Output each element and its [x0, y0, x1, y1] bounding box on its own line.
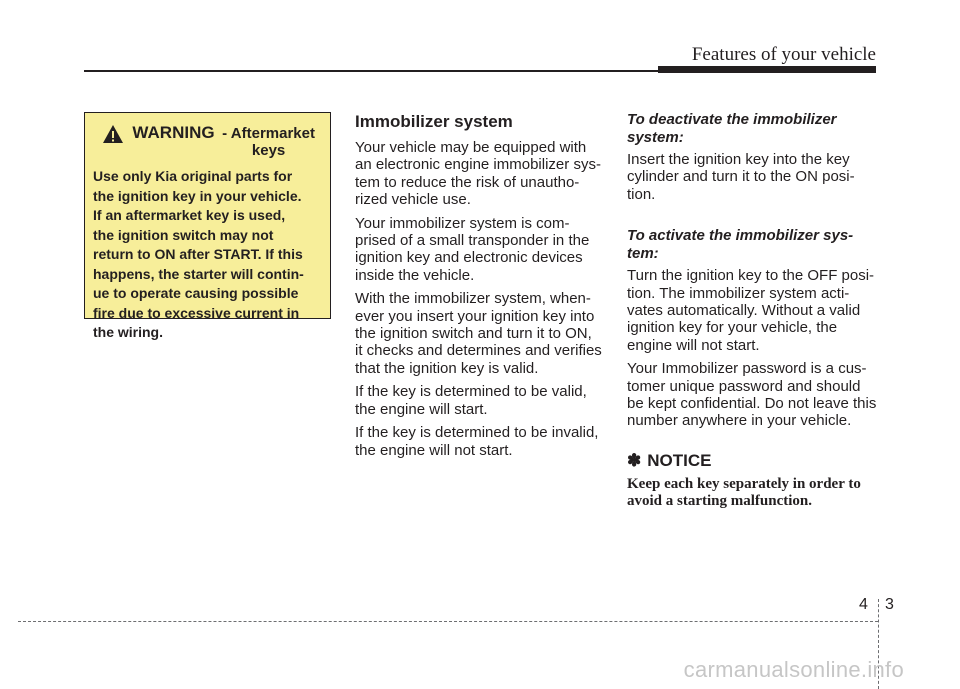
warning-text: Use only Kia original parts for the ignition key in your vehicle. If an aftermarket key is used, the ignition switch may not return to ON after START. If this happens, the starter will contin- ue to operate causing possible fire due to excessive current in the wiring.	[93, 168, 304, 340]
immobilizer-section	[355, 111, 605, 465]
notice-mark-icon: ✽	[627, 450, 642, 470]
section-heading: Immobilizer system	[355, 112, 513, 131]
warning-title-suffix: - Aftermarket keys	[222, 125, 315, 159]
paragraph: Your immobilizer system is com- prised of a small transponder in the ignition key and electronic devices inside the vehicle.	[355, 214, 590, 284]
paragraph: Your Immobilizer password is a cus- tomer unique password and should be kept confidential. Do not leave this number anywhere in your vehicle.	[627, 360, 877, 430]
watermark: carmanualsonline.info	[683, 657, 904, 682]
warning-triangle-icon	[102, 124, 124, 144]
activate-heading: To activate the immobilizer sys- tem:	[627, 227, 854, 262]
footer-rule	[18, 621, 878, 622]
warning-word: WARNING	[132, 123, 215, 142]
notice-title: NOTICE	[647, 450, 712, 470]
paragraph: If the key is determined to be invalid, the engine will not start.	[355, 424, 599, 459]
paragraph: Your vehicle may be equipped with an electronic engine immobilizer sys- tem to reduce the risk of unautho- rized vehicle use.	[355, 139, 601, 209]
running-header: Features of your vehicle	[691, 44, 876, 65]
paragraph: With the immobilizer system, when- ever you insert your ignition key into the ignition switch and turn it to ON, it checks and determines and verifies that the ignition key is valid.	[355, 290, 602, 377]
page-number: 3	[885, 596, 894, 613]
deactivate-heading: To deactivate the immobilizer system:	[627, 111, 837, 146]
warning-heading	[99, 123, 322, 159]
notice-text: Keep each key separately in order to avoid a starting malfunction.	[627, 475, 861, 509]
deactivate-text: Insert the ignition key into the key cylinder and turn it to the ON posi- tion.	[627, 151, 855, 203]
notice-heading	[627, 450, 879, 472]
activation-section	[627, 111, 879, 510]
header-tab-bar	[658, 66, 876, 73]
chapter-number: 4	[859, 596, 868, 613]
paragraph: Turn the ignition key to the OFF posi- tion. The immobilizer system acti- vates automatically. Without a valid ignition key for your vehicle, the engine will not start.	[627, 267, 875, 354]
warning-box	[84, 112, 331, 340]
paragraph: If the key is determined to be valid, the engine will start.	[355, 383, 587, 418]
